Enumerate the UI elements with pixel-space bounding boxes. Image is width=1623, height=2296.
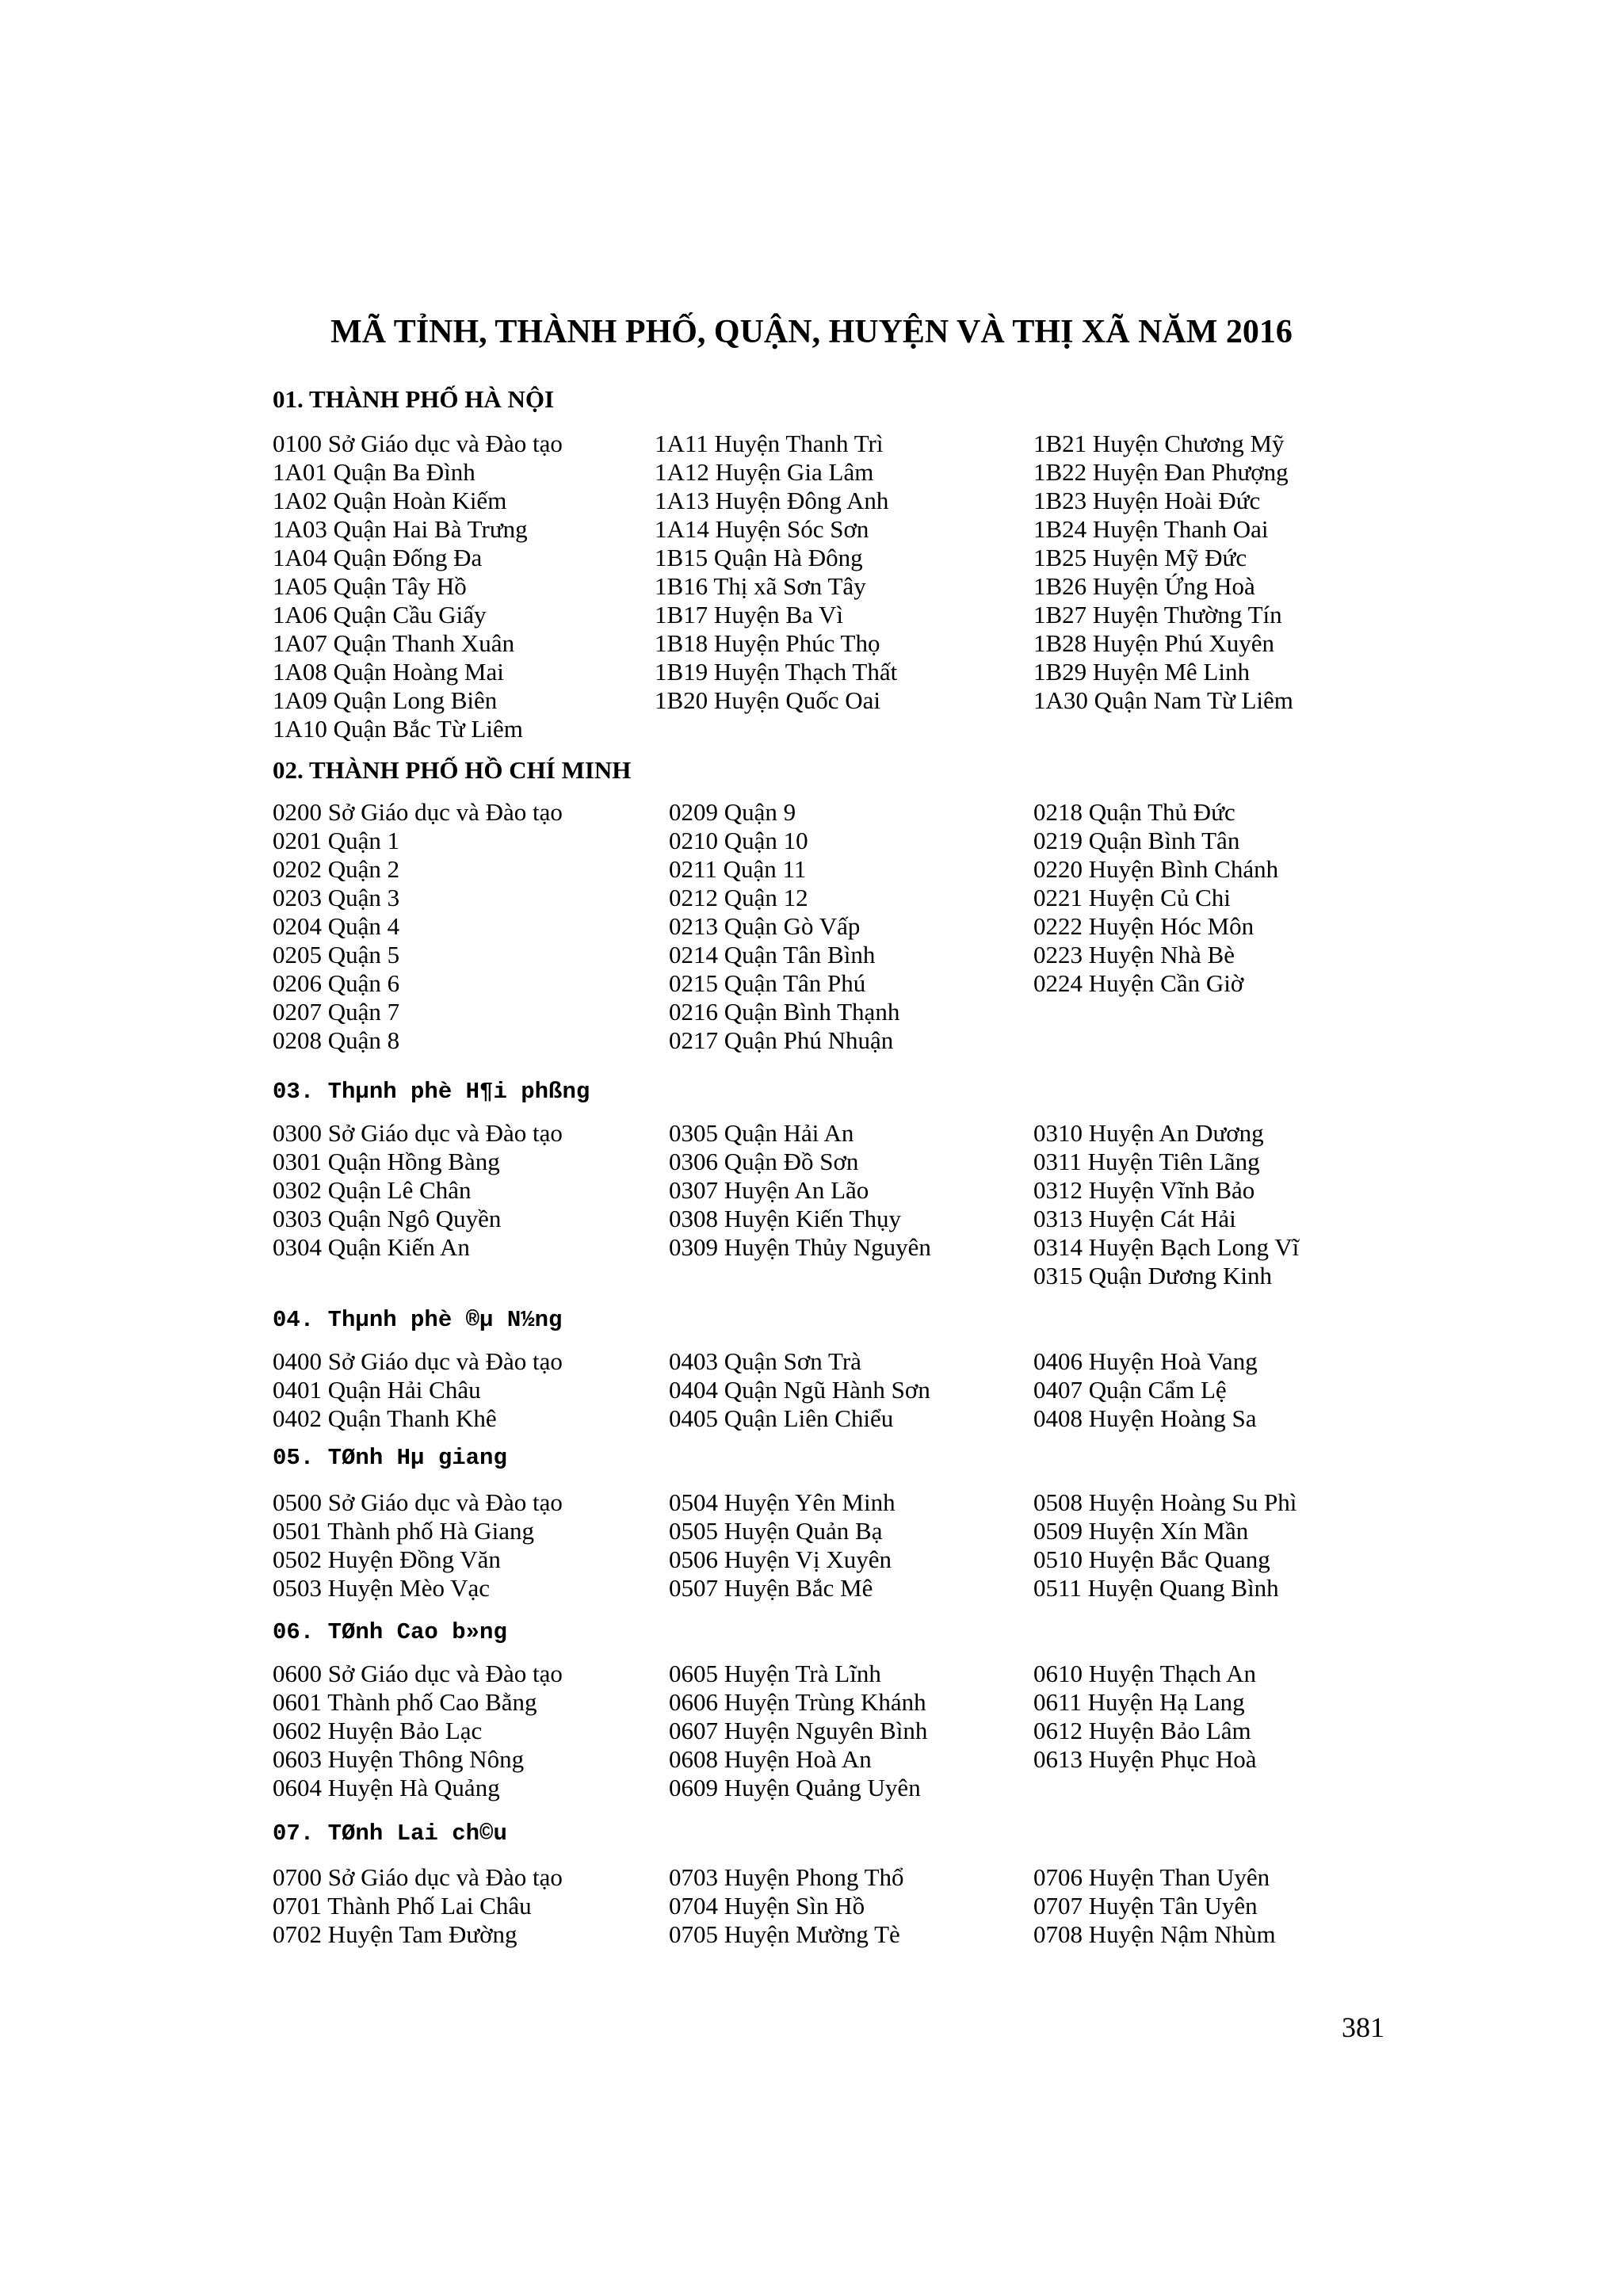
list-item: 0201 Quận 1 <box>273 827 400 854</box>
list-item: 1B22 Huyện Đan Phượng <box>1033 458 1289 486</box>
list-item: 0207 Quận 7 <box>273 998 400 1026</box>
list-item: 0612 Huyện Bảo Lâm <box>1033 1717 1251 1744</box>
list-item: 0701 Thành Phố Lai Châu <box>273 1892 532 1920</box>
list-item: 0702 Huyện Tam Đường <box>273 1920 517 1948</box>
list-item: 0700 Sở Giáo dục và Đào tạo <box>273 1863 563 1891</box>
list-item: 0311 Huyện Tiên Lãng <box>1033 1148 1260 1175</box>
list-item: 0613 Huyện Phục Hoà <box>1033 1745 1257 1773</box>
list-item: 0223 Huyện Nhà Bè <box>1033 941 1235 968</box>
entry-column-1 <box>273 1863 563 1949</box>
list-item: 1B24 Huyện Thanh Oai <box>1033 515 1269 543</box>
list-item: 0708 Huyện Nậm Nhùm <box>1033 1920 1276 1948</box>
list-item: 0212 Quận 12 <box>669 884 808 911</box>
list-item: 1A06 Quận Cầu Giấy <box>273 601 487 628</box>
list-item: 1A04 Quận Đống Đa <box>273 544 483 571</box>
list-item: 0604 Huyện Hà Quảng <box>273 1774 500 1801</box>
entry-column-2 <box>669 1347 930 1433</box>
list-item: 0211 Quận 11 <box>669 855 807 883</box>
list-item: 0208 Quận 8 <box>273 1026 400 1054</box>
list-item: 1A14 Huyện Sóc Sơn <box>655 515 869 543</box>
list-item: 0704 Huyện Sìn Hồ <box>669 1892 865 1920</box>
entry-column-2 <box>669 1119 931 1262</box>
list-item: 1B25 Huyện Mỹ Đức <box>1033 544 1247 571</box>
list-item: 1A05 Quận Tây Hồ <box>273 572 467 600</box>
entry-column-2 <box>655 430 897 715</box>
list-item: 0504 Huyện Yên Minh <box>669 1488 896 1516</box>
list-item: 0218 Quận Thủ Đức <box>1033 798 1235 826</box>
section-heading: 06. TØnh Cao b»ng <box>273 1619 507 1645</box>
list-item: 0203 Quận 3 <box>273 884 400 911</box>
entry-column-3 <box>1033 1863 1276 1949</box>
list-item: 0205 Quận 5 <box>273 941 400 968</box>
entry-column-3 <box>1033 798 1278 998</box>
entry-column-3 <box>1033 1119 1299 1290</box>
list-item: 0200 Sở Giáo dục và Đào tạo <box>273 798 563 826</box>
section-heading: 05. TØnh Hµ giang <box>273 1445 507 1471</box>
section-heading: 03. Thµnh phè H¶i phßng <box>273 1079 590 1105</box>
list-item: 0600 Sở Giáo dục và Đào tạo <box>273 1660 563 1687</box>
list-item: 1B23 Huyện Hoài Đức <box>1033 487 1261 514</box>
list-item: 0307 Huyện An Lão <box>669 1176 869 1204</box>
list-item: 0301 Quận Hồng Bàng <box>273 1148 500 1175</box>
list-item: 0608 Huyện Hoà An <box>669 1745 872 1773</box>
list-item: 0602 Huyện Bảo Lạc <box>273 1717 483 1744</box>
entry-column-3 <box>1033 1347 1258 1433</box>
list-item: 1B28 Huyện Phú Xuyên <box>1033 629 1274 657</box>
list-item: 1B26 Huyện Ứng Hoà <box>1033 572 1255 600</box>
entry-column-2 <box>669 1863 904 1949</box>
list-item: 0216 Quận Bình Thạnh <box>669 998 900 1026</box>
list-item: 1A08 Quận Hoàng Mai <box>273 658 504 686</box>
list-item: 0303 Quận Ngô Quyền <box>273 1205 502 1232</box>
list-item: 0221 Huyện Củ Chi <box>1033 884 1231 911</box>
list-item: 1A13 Huyện Đông Anh <box>655 487 889 514</box>
list-item: 0611 Huyện Hạ Lang <box>1033 1688 1245 1716</box>
entry-column-1 <box>273 1119 563 1262</box>
entry-column-2 <box>669 1660 927 1802</box>
list-item: 0215 Quận Tân Phú <box>669 969 866 997</box>
list-item: 0300 Sở Giáo dục và Đào tạo <box>273 1119 563 1147</box>
list-item: 0210 Quận 10 <box>669 827 808 854</box>
list-item: 1B20 Huyện Quốc Oai <box>655 686 880 714</box>
list-item: 0403 Quận Sơn Trà <box>669 1347 861 1375</box>
entry-column-1 <box>273 430 563 743</box>
list-item: 0609 Huyện Quảng Uyên <box>669 1774 921 1801</box>
list-item: 0405 Quận Liên Chiểu <box>669 1404 894 1432</box>
list-item: 1A07 Quận Thanh Xuân <box>273 629 515 657</box>
list-item: 0510 Huyện Bắc Quang <box>1033 1545 1270 1573</box>
list-item: 0401 Quận Hải Châu <box>273 1376 481 1404</box>
entry-column-1 <box>273 1660 563 1802</box>
section-heading: 02. THÀNH PHỐ HỒ CHÍ MINH <box>273 756 632 784</box>
list-item: 0408 Huyện Hoàng Sa <box>1033 1404 1257 1432</box>
list-item: 0306 Quận Đồ Sơn <box>669 1148 859 1175</box>
list-item: 0310 Huyện An Dương <box>1033 1119 1264 1147</box>
list-item: 0509 Huyện Xín Mần <box>1033 1517 1249 1545</box>
list-item: 0606 Huyện Trùng Khánh <box>669 1688 926 1716</box>
section-heading: 01. THÀNH PHỐ HÀ NỘI <box>273 385 555 413</box>
list-item: 0100 Sở Giáo dục và Đào tạo <box>273 430 563 457</box>
list-item: 0304 Quận Kiến An <box>273 1233 470 1261</box>
list-item: 1B21 Huyện Chương Mỹ <box>1033 430 1285 457</box>
list-item: 1B17 Huyện Ba Vì <box>655 601 843 628</box>
list-item: 1B29 Huyện Mê Linh <box>1033 658 1250 686</box>
list-item: 0605 Huyện Trà Lĩnh <box>669 1660 881 1687</box>
list-item: 0511 Huyện Quang Bình <box>1033 1574 1279 1602</box>
entry-column-3 <box>1033 430 1293 715</box>
list-item: 0219 Quận Bình Tân <box>1033 827 1240 854</box>
list-item: 0220 Huyện Bình Chánh <box>1033 855 1279 883</box>
list-item: 1B18 Huyện Phúc Thọ <box>655 629 880 657</box>
list-item: 0705 Huyện Mường Tè <box>669 1920 900 1948</box>
entry-column-2 <box>669 1488 896 1603</box>
list-item: 0407 Quận Cẩm Lệ <box>1033 1376 1227 1404</box>
list-item: 1A01 Quận Ba Đình <box>273 458 475 486</box>
list-item: 0213 Quận Gò Vấp <box>669 912 861 940</box>
list-item: 0308 Huyện Kiến Thụy <box>669 1205 902 1232</box>
section-heading: 04. Thµnh phè ®µ N½ng <box>273 1307 563 1333</box>
list-item: 0314 Huyện Bạch Long Vĩ <box>1033 1233 1300 1261</box>
entry-column-2 <box>669 798 899 1055</box>
list-item: 1B16 Thị xã Sơn Tây <box>655 572 866 600</box>
list-item: 0206 Quận 6 <box>273 969 400 997</box>
list-item: 0302 Quận Lê Chân <box>273 1176 472 1204</box>
list-item: 1A12 Huyện Gia Lâm <box>655 458 874 486</box>
list-item: 0703 Huyện Phong Thổ <box>669 1863 904 1891</box>
list-item: 0406 Huyện Hoà Vang <box>1033 1347 1258 1375</box>
list-item: 1A03 Quận Hai Bà Trưng <box>273 515 528 543</box>
list-item: 0500 Sở Giáo dục và Đào tạo <box>273 1488 563 1516</box>
list-item: 0402 Quận Thanh Khê <box>273 1404 497 1432</box>
list-item: 0224 Huyện Cần Giờ <box>1033 969 1244 997</box>
list-item: 0305 Quận Hải An <box>669 1119 854 1147</box>
list-item: 0204 Quận 4 <box>273 912 400 940</box>
list-item: 1A09 Quận Long Biên <box>273 686 498 714</box>
list-item: 1B27 Huyện Thường Tín <box>1033 601 1282 628</box>
list-item: 0607 Huyện Nguyên Bình <box>669 1717 928 1744</box>
list-item: 0507 Huyện Bắc Mê <box>669 1574 873 1602</box>
list-item: 1A11 Huyện Thanh Trì <box>655 430 884 457</box>
list-item: 0313 Huyện Cát Hải <box>1033 1205 1236 1232</box>
list-item: 0217 Quận Phú Nhuận <box>669 1026 894 1054</box>
entry-column-1 <box>273 1488 563 1603</box>
list-item: 0315 Quận Dương Kinh <box>1033 1262 1272 1289</box>
list-item: 0214 Quận Tân Bình <box>669 941 876 968</box>
list-item: 0610 Huyện Thạch An <box>1033 1660 1256 1687</box>
entry-column-3 <box>1033 1660 1257 1774</box>
entry-column-3 <box>1033 1488 1296 1603</box>
list-item: 0707 Huyện Tân Uyên <box>1033 1892 1258 1920</box>
list-item: 0601 Thành phố Cao Bằng <box>273 1688 537 1716</box>
list-item: 0404 Quận Ngũ Hành Sơn <box>669 1376 930 1404</box>
list-item: 1A10 Quận Bắc Từ Liêm <box>273 715 523 743</box>
list-item: 0603 Huyện Thông Nông <box>273 1745 525 1773</box>
list-item: 0312 Huyện Vĩnh Bảo <box>1033 1176 1255 1204</box>
list-item: 0508 Huyện Hoàng Su Phì <box>1033 1488 1297 1516</box>
list-item: 0202 Quận 2 <box>273 855 400 883</box>
list-item: 0503 Huyện Mèo Vạc <box>273 1574 491 1602</box>
entry-column-1 <box>273 1347 563 1433</box>
list-item: 1A30 Quận Nam Từ Liêm <box>1033 686 1293 714</box>
list-item: 0209 Quận 9 <box>669 798 796 826</box>
section-heading: 07. TØnh Lai ch©u <box>273 1820 507 1847</box>
list-item: 0706 Huyện Than Uyên <box>1033 1863 1270 1891</box>
entry-column-1 <box>273 798 563 1055</box>
list-item: 0502 Huyện Đồng Văn <box>273 1545 501 1573</box>
list-item: 0309 Huyện Thủy Nguyên <box>669 1233 931 1261</box>
list-item: 1A02 Quận Hoàn Kiếm <box>273 487 507 514</box>
list-item: 0506 Huyện Vị Xuyên <box>669 1545 892 1573</box>
list-item: 0222 Huyện Hóc Môn <box>1033 912 1254 940</box>
list-item: 1B15 Quận Hà Đông <box>655 544 863 571</box>
list-item: 0501 Thành phố Hà Giang <box>273 1517 535 1545</box>
page-number: 381 <box>1342 2011 1384 2043</box>
page-title: MÃ TỈNH, THÀNH PHỐ, QUẬN, HUYỆN VÀ THỊ XÃ NĂM 2016 <box>330 314 1293 350</box>
list-item: 0505 Huyện Quản Bạ <box>669 1517 883 1545</box>
list-item: 0400 Sở Giáo dục và Đào tạo <box>273 1347 563 1375</box>
list-item: 1B19 Huyện Thạch Thất <box>655 658 898 686</box>
